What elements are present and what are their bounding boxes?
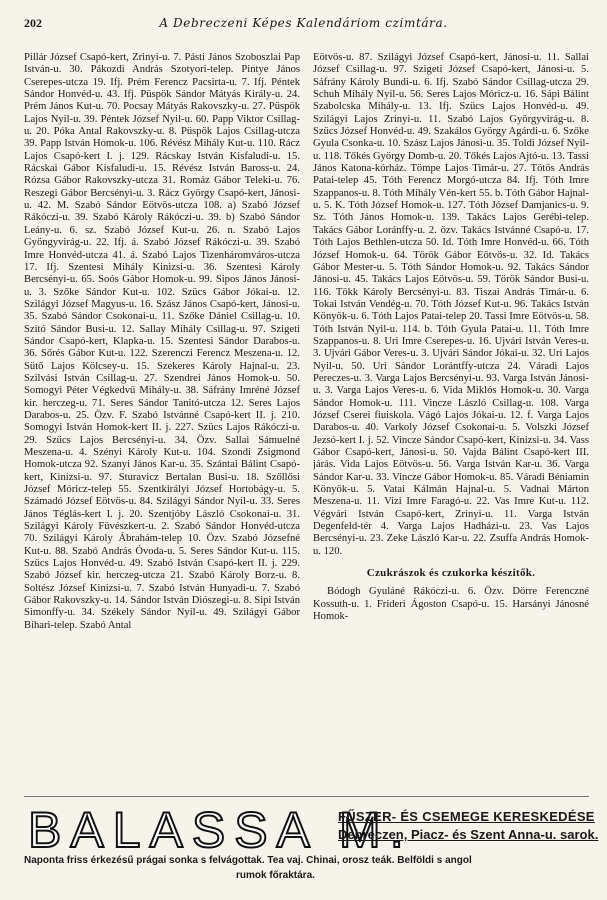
ad-details xyxy=(338,809,599,842)
running-title: A Debreczeni Képes Kalendáriom czimtára. xyxy=(159,16,448,30)
left-column xyxy=(24,52,300,790)
ad-brand: BALASSA M. xyxy=(28,802,413,858)
ad-tagline: Naponta friss érkezésű prágai sonka s felvágottak. Tea vaj. Chinai, orosz teák. Belföldi s angol xyxy=(24,855,472,866)
directory-entries-right: Eötvös-u. 87. Szilágyi József Csapó-kert, Jánosi-u. 11. Sallai József Csillag-u. 97. Szigeti József Csapó-kert, Jánosi-u. 5. Sáfrány Károly Bundi-u. 6. Ifj. Szabó Sándor Csillag-utcza 29. Schuh Mihály Nyil-u. 56. Seres Lajos Móricz-u. 16. Sápi Bálint Szabolcska Mihály-u. 13. Ifj. Szücs Lajos Honvéd-u. 49. Szilágyi Lajos Zrinyi-u. 11. Szabó Lajos Györgyvirág-u. 8. Szücs József Honvéd-u. 49. Szakálos György Agárdi-u. 6. Szőke Gyula Csonka-u. 10. Szász Lajos Jánosi-u. 35. Toldi József Nyil-u. 118. Tőkés György Domb-u. 20. Tőkés Lajos Ajtó-u. 13. Tassi János Katona-kórház. Tömpe Lajos Timár-u. 27. Tötös András Patai-telep 45. Tóth Ferencz Morgó-utcza 84. Ifj. Tóth Imre Szappanos-u. 8. Tóth Mihály Vén-kert 55. b. Tóth Gábor Hajnal-u. 5. K. Tóth József Homok-u. 127. Tóth József Damjanics-u. 9. Sz. Tóth János Homok-u. 139. Takács Lajos Gerébi-telep. Takács Gábor Loránffy-u. 2. özv. Takács Istvánné Csapó-u. 17. Tóth Lajos Bethlen-utcza 50. Id. Tóth Imre Honvéd-u. 66. Tóth József Homok-u. 64. Török Gábor Eötvös-u. 32. Id. Takács Gábor Mester-u. 5. Tóth Sándor Homok-u. 92. Takács Sándor Jánosi-u. 45. Takács Lajos Eötvös-u. 59. Török Sándor Busi-u. 116. Tökk Károly Bercsényi-u. 83. Tiszai András Timár-u. 6. Tokai István Vendég-u. 70. Tóth József Kut-u. 96. Takács István Könyök-u. 6. Tóth Lajos Patai-telep 20. Tassi Imre Eötvös-u. 58. Tóth István Nyil-u. 114. b. Tóth Gyula Patai-u. 11. Tóth Imre Szappanos-u. 8. Uri Imre Cserepes-u. 16. Ujvári István Veres-u. 3. Ujvári Gábor Veres-u. 3. Ujvári Sándor Jókai-u. 32. Uri Lajos Nyil-u. 50. Uri Sándor Lorántffy-utcza 24. Váradi Lajos Pereczes-u. 3. Varga Lajos Bercsényi-u. 93. Varga István Jánosi-u. 3. Varga Lajos Veres-u. 6. Vida Miklós Homok-u. 30. Varga Sándor Homok-u. 111. Vincze László Csillag-u. 108. Varga József Cserei fiuiskola. Vágó Lajos Jókai-u. 12. f. Varga Lajos Darabos-u. 40. Varkoly József Csokonai-u. 5. Volszki József Jezsó-kert I. j. 52. Vincze Sándor Csapó-kert, Kinizsi-u. 34. Vass Gábor Csapó-kert, Jánosi-u. 50. Vajda Bálint Csapó-kert III. járás. Vida Lajos Eötvös-u. 56. Varga István Kar-u. 36. Varga Sándor Kar-u. 33. Vincze Gábor Homok-u. 85. Váradi Béniamin Könyök-u. 5. Vatai Kálmán Hajnal-u. 5. Vadnai Márton Meszena-u. 11. Vizi Imre Faragó-u. 22. Vas Imre Kut-u. 112. Végvári István Csapó-kert, Zrinyi-u. 11. Varga István Degenfeld-tér 4. Varga Lajos Hadházi-u. 23. Vas Lajos Bercsényi-u. 23. Zeke László Kar-u. 22. Zsuffa András Homok-u. 120. xyxy=(313,52,589,557)
right-column xyxy=(313,52,589,790)
ad-tagline2: rumok főraktára. xyxy=(236,870,315,881)
directory-entries-left: Pillár József Csapó-kert, Zrinyi-u. 7. Pásti János Szoboszlai Pap István-u. 30. Pákozdi András Szotyori-telep. Pintye János Cserepes-utcza 19. Ifj. Prém Ferencz Pacsirta-u. 7. Ifj. Péntek Sándor Honvéd-u. 43. Ifj. Püspök Sándor Mátyás Király-u. 24. Prém János Kut-u. 70. Pocsay Mátyás Rakovszky-u. 27. Püspök Lajos Nyil-u. 39. Péntek József Nyil-u. 60. Papp Viktor Csillag-u. 20. Póka Antal Rakovszky-u. 8. Püspök Lajos Csillag-utcza 39. Papp István Homok-u. 106. Révész Mihály Kut-u. 110. Rácz Lajos Csapó-kert I. j. 129. Rácskay István Kisfaludi-u. 15. Rácskai Gábor Kisfaludi-u. 15. Révész István Baross-u. 24. Rózsa Gábor Rakovszky-utcza 31. Romáz Gábor Teleki-u. 76. Reszegi Gábor Bercsényi-u. 3. Rácz György Csapó-kert, Jánosi-u. 42. M. Szabó Sándor Eötvös-utcza 108. a) Szabó József Rákóczi-u. 39. Szabó Károly Rákóczi-u. 39. b) Szabó Sándor Leány-u. 6. sz. Szabó József Kut-u. 26. n. Szabó Lajos Gyöngyvirág-u. 22. Ifj. á. Szabó József Rákóczi-u. 39. Szabó Imre Honvéd-utcza 41. á. Szabó Lajos Tizenháromváros-utcza 17. Ifj. Szentesi Mihály Kinizsi-u. 36. Szentesi Károly Bercsényi-u. 65. Soós Gábor Homok-u. 99. Sipos János Jánosi-u. 3. Szőke Sándor Kut-u. 102. Szücs Gábor Jókai-u. 12. Szilágyi József Magyus-u. 16. Szász János Csapó-kert, Jánosi-u. 35. Szabó Sándor Csokonai-u. 11. Szőke Dániel Csillag-u. 10. Szitó Sándor Busi-u. 12. Sallay Mihály Csillag-u. 97. Szigeti Sándor Csapó-kert, Klapka-u. 15. Szentesi Sándor Darabos-u. 36. Sőrés Gábor Kut-u. 122. Szerenczi Ferencz Meszena-u. 12. Sütő Lajos Kölcsey-u. 15. Szekeres Károly Hajnal-u. 23. Szilvási István Csillag-u. 27. Szendrei János Homok-u. 50. Somogyi Péter Végkedvű Mihály-u. 38. Sáfrány Imréné József kir. herczeg-u. 71. Seres Sándor Tanitó-utcza 12. Seres Lajos Darabos-u. 25. Özv. F. Szabó Istvánné Csapó-kert II. j. 210. Somogyi István Homok-kert II. j. 227. Szücs Lajos Rákóczi-u. 29. Szücs Lajos Bercsényi-u. 34. Özv. Sallai Sámuelné Meszena-u. 4. Szényi Károly Kut-u. 104. Szondi Zsigmond Homok-utcza 92. Szanyi János Kar-u. 35. Szántai Bálint Csapó-kert, Kinizsi-u. 97. Sturavicz Bertalan Busi-u. 18. Szőllősi József Móricz-telep 55. Szentkirályi József Hortobágy-u. 5. Számadó József Eötvös-u. 84. Szilágyi Sándor Nyil-u. 33. Seres János Téglás-kert I. j. 20. Szentjóby László Csokonai-u. 31. Szilágyi Károly Füvészkert-u. 2. Szabó Sándor Honvéd-utcza 70. Szilágyi Károly Ábrahám-telep 10. Özv. Szabó Józsefné Kut-u. 88. Szabó András Óvoda-u. 5. Seres Sándor Kut-u. 115. Szücs Lajos Honvéd-u. 49. Szabó István Csapó-kert II. j. 229. Szabó József kir. herczeg-utcza 21. Szabó Károly Borz-u. 8. Soltész József Kinizsi-u. 7. Szabó István Hunyadi-u. 7. Szabó Gábor Rakovszky-u. 14. Sándor István Diószegi-u. 8. Sipi István Simonffy-u. 34. Székely Sándor Nyil-u. 49. Szilágyi Gábor Bihari-telep. Szabó Antal xyxy=(24,52,300,631)
columns xyxy=(24,52,589,790)
section-title: Czukrászok és czukorka készitők. xyxy=(366,567,536,580)
ad-line2: Debreczen, Piacz- és Szent Anna-u. sarok. xyxy=(338,827,599,842)
page-header xyxy=(24,16,589,34)
page xyxy=(24,16,599,886)
page-number: 202 xyxy=(24,16,42,30)
advertisement xyxy=(24,796,599,881)
section-text: Bódogh Gyuláné Rákóczi-u. 6. Özv. Dörre Ferenczné Kossuth-u. 1. Frideri Ágoston Csapó-u. 15. Harsányi Jánosné Homok- xyxy=(313,586,589,623)
ad-line1: FŰSZER- ÉS CSEMEGE KERESKEDÉSE xyxy=(338,809,595,824)
